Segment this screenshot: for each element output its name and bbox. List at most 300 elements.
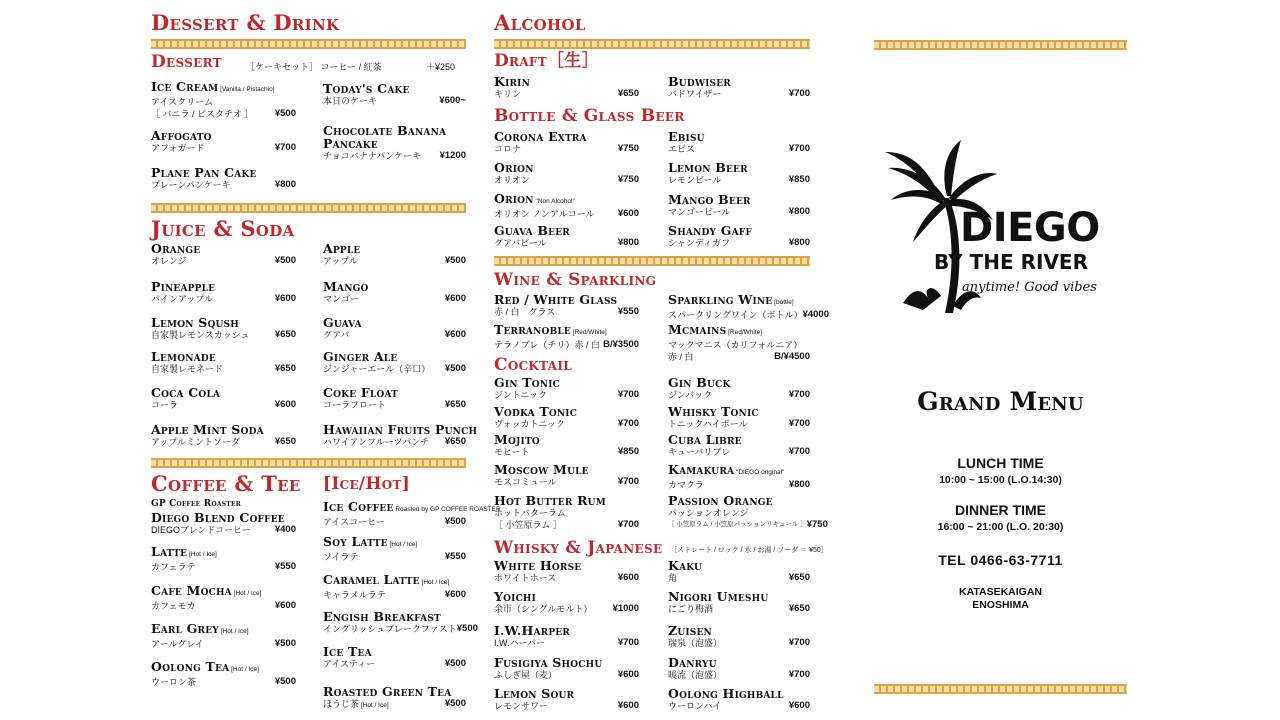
item-jp-text: プレーンパンケーキ — [151, 180, 231, 190]
menu-item — [151, 660, 296, 688]
item-name-text: Engish Breakfast — [323, 609, 441, 624]
item-jp — [668, 479, 704, 491]
item-jp-row — [668, 479, 810, 491]
item-price: ¥500 — [444, 698, 466, 709]
item-name-line2: Pancake — [323, 136, 378, 151]
item-name — [494, 75, 639, 88]
item-note: Roasted by GP COFFEE ROASTER — [393, 506, 501, 513]
item-jp-row — [668, 174, 810, 186]
item-jp-text: 赤 / 白 グラス — [494, 307, 556, 317]
item-name-text: Ice Tea — [323, 644, 372, 659]
item-jp — [151, 600, 196, 612]
item-jp-row — [494, 669, 639, 681]
item-price: ¥600 — [444, 329, 466, 340]
item-jp — [151, 524, 251, 536]
item-jp — [323, 150, 421, 162]
item-name-text: Passion Orange — [668, 493, 773, 508]
juice-section-title: Juice & Soda — [151, 216, 295, 241]
item-jp-text: 角 — [668, 573, 678, 583]
item-name-text: White Horse — [494, 558, 582, 573]
item-jp-row — [151, 638, 296, 650]
item-price: B/¥3500 — [603, 339, 639, 350]
item-price: ¥600 — [444, 589, 466, 600]
menu-item — [494, 405, 639, 430]
item-name — [494, 224, 639, 237]
item-price: ¥500 — [444, 363, 466, 374]
item-jp — [494, 669, 557, 681]
item-jp-row — [323, 698, 466, 712]
item-jp — [668, 206, 730, 218]
item-jp-row — [323, 551, 466, 563]
item-price: ¥1000 — [612, 603, 639, 614]
item-jp — [668, 143, 695, 155]
item-name-text: Whisky Tonic — [668, 404, 759, 419]
menu-item — [668, 687, 810, 712]
item-jp-text: ほうじ茶 — [323, 699, 360, 709]
item-jp — [668, 88, 722, 100]
item-jp — [323, 329, 349, 341]
logo-subtitle: BY THE RIVER — [934, 250, 1088, 274]
menu-item — [151, 80, 296, 120]
item-price: ¥600 — [274, 399, 296, 410]
item-jp-text: ヴォッカトニック — [494, 419, 565, 429]
whisky-note: ［ストレート / ロック / 水 / お湯 / ソーダ ＝ ¥50］ — [670, 547, 828, 554]
item-name-text: Coke Float — [323, 385, 399, 400]
item-note: [Red/White] — [570, 329, 607, 336]
item-jp-text: コーラフロート — [323, 400, 387, 410]
location-line-1: KATASEKAIGAN — [958, 586, 1043, 598]
item-jp-row — [668, 389, 810, 401]
menu-item — [668, 463, 810, 491]
item-jp-row — [151, 676, 296, 688]
item-price: ¥600 — [274, 293, 296, 304]
item-name — [668, 559, 810, 572]
item-jp-row — [323, 293, 466, 305]
item-name-text: Kamakura — [668, 462, 735, 477]
item-name-text: Roasted Green Tea — [323, 684, 452, 699]
item-price: ¥500 — [274, 676, 296, 687]
item-jp-text: ホットバターラム — [494, 508, 566, 518]
bottle-section-title: Bottle & Glass Beer — [494, 106, 685, 126]
item-jp — [668, 572, 677, 584]
menu-item — [494, 463, 639, 488]
item-jp — [668, 309, 803, 321]
item-name-text: Oolong Tea — [151, 659, 230, 674]
item-price: ¥650 — [274, 363, 296, 374]
item-name-text: Sparkling Wine — [668, 292, 773, 307]
item-name — [323, 422, 478, 437]
whisky-section-title: Whisky & Japanese — [494, 538, 663, 558]
menu-item — [668, 75, 810, 100]
item-jp-text: カフェラテ — [151, 562, 196, 572]
item-jp — [151, 96, 213, 108]
item-name — [494, 293, 639, 306]
item-name — [494, 161, 639, 174]
item-price: ¥700 — [617, 389, 639, 400]
item-name-text: Guava — [323, 315, 362, 330]
item-jp-row — [151, 142, 296, 154]
item-jp-row — [668, 418, 810, 430]
item-name — [323, 685, 466, 698]
item-jp-sub: ［ バニラ / ピスタチオ ］ — [151, 109, 254, 119]
menu-item — [494, 161, 639, 186]
item-jp — [494, 476, 557, 488]
item-jp-row — [668, 206, 810, 218]
item-name — [668, 224, 810, 237]
item-jp — [323, 255, 358, 267]
item-jp-row — [668, 143, 810, 155]
item-note: [Red/White] — [726, 329, 763, 336]
item-jp-text: オリオン — [494, 175, 530, 185]
item-prefix: GP Coffee Roaster — [151, 499, 241, 509]
item-price: ¥550 — [617, 306, 639, 317]
menu-item — [494, 224, 639, 249]
item-jp — [151, 179, 231, 191]
item-name-text: Mango — [323, 279, 369, 294]
item-name-text: Ebisu — [668, 129, 705, 144]
menu-item — [494, 323, 639, 351]
menu-item — [151, 622, 296, 650]
item-jp-row — [668, 603, 810, 615]
item-note: [Hot / Ice] — [187, 551, 217, 558]
menu-item — [668, 130, 810, 155]
item-price: ¥700 — [274, 142, 296, 153]
item-name — [494, 559, 639, 572]
item-name-text: Shandy Gaff — [668, 223, 752, 238]
item-name-text: Hawaiian Fruits Punch — [323, 422, 478, 437]
item-jp — [494, 603, 592, 615]
menu-item — [668, 193, 810, 218]
dessert-drink-title: Dessert & Drink — [151, 10, 340, 35]
item-name — [668, 193, 810, 206]
phone-number: TEL 0466-63-7711 — [938, 552, 1063, 568]
item-name-text: Orange — [151, 241, 201, 256]
item-name-text: I.W.Harper — [494, 623, 571, 638]
item-price: ¥750 — [617, 143, 639, 154]
menu-item — [323, 609, 478, 635]
item-name — [494, 376, 639, 389]
menu-item — [151, 280, 296, 305]
item-jp — [494, 572, 556, 584]
item-name — [668, 376, 810, 389]
item-jp — [668, 237, 730, 249]
item-jp — [151, 329, 249, 341]
item-name — [494, 323, 639, 339]
item-name-text: Kaku — [668, 558, 702, 573]
item-jp-row — [323, 658, 466, 670]
menu-item — [151, 545, 296, 573]
menu-item — [151, 423, 296, 448]
item-price: ¥650 — [788, 603, 810, 614]
item-jp-text: エビス — [668, 144, 696, 154]
item-jp-row — [151, 600, 296, 612]
item-jp — [668, 446, 730, 458]
item-jp-text: I.W.ハーパー — [494, 638, 546, 648]
item-jp-text: 自家製レモネード — [151, 364, 224, 374]
item-jp — [151, 363, 223, 375]
item-jp-text: ジントニック — [494, 390, 548, 400]
item-jp — [668, 603, 713, 615]
item-jp-text: グアバ — [323, 330, 350, 340]
item-name-text: Apple Mint Soda — [151, 422, 264, 437]
item-name-text: Danryu — [668, 655, 717, 670]
item-name-text: Fusigiya Shochu — [494, 655, 603, 670]
menu-item — [323, 685, 466, 712]
item-name-text: Lemon Sour — [494, 686, 575, 701]
item-name — [494, 624, 639, 637]
item-price: ¥500 — [444, 516, 466, 527]
ice-hot-title: [Ice/Hot] — [323, 474, 411, 494]
item-jp-text: コロナ — [494, 144, 522, 154]
item-name-text: Gin Tonic — [494, 375, 561, 390]
item-name — [151, 622, 296, 638]
item-jp-text: ウーロンハイ — [668, 701, 722, 711]
item-jp-text: グアバビール — [494, 238, 547, 248]
menu-item — [494, 687, 639, 712]
item-name — [323, 645, 466, 658]
item-jp — [323, 589, 386, 601]
item-jp-row — [323, 150, 466, 162]
item-name — [323, 316, 466, 329]
item-note: [Vanilla / Pistachio] — [218, 86, 275, 93]
item-name-text: Cafe Mocha — [151, 583, 232, 598]
item-price: ¥700 — [788, 389, 810, 400]
item-name — [151, 511, 296, 524]
item-jp — [494, 507, 566, 519]
item-jp-row — [494, 519, 639, 531]
item-jp-text: シャンディガフ — [668, 238, 731, 248]
menu-item — [494, 433, 639, 458]
item-name-text: Lemonade — [151, 349, 216, 364]
item-name-text: Moscow Mule — [494, 462, 589, 477]
item-jp-text: マンゴービール — [668, 207, 731, 217]
item-jp-text: 暖流（泡盛） — [668, 670, 723, 680]
item-name — [668, 161, 810, 174]
item-price: ¥800 — [788, 206, 810, 217]
item-note: [Hot / Ice] — [231, 590, 262, 597]
item-name-text: Orion — [494, 191, 534, 206]
item-jp-text: ジンジャーエール（辛口） — [323, 364, 431, 374]
item-name-text: Lemon Sqush — [151, 315, 239, 330]
item-name-text: Vodka Tonic — [494, 404, 578, 419]
menu-item — [323, 350, 466, 375]
item-jp-row — [151, 561, 296, 573]
item-jp-text: イングリッシュブレークファスト — [323, 624, 457, 634]
item-jp-row — [494, 418, 639, 430]
item-jp-text: ホワイトホース — [494, 573, 557, 583]
item-jp-row — [323, 516, 466, 528]
item-jp-row — [668, 309, 829, 321]
item-jp — [151, 293, 213, 305]
item-jp — [668, 418, 748, 430]
ornament-band — [494, 39, 810, 49]
menu-item — [668, 433, 810, 458]
item-jp-text: ウーロン茶 — [151, 677, 197, 687]
menu-item — [668, 493, 828, 531]
item-jp-text: テラノブレ（チリ）赤 / 白 — [494, 340, 600, 350]
item-name — [323, 499, 501, 516]
item-name — [151, 423, 296, 436]
menu-item — [151, 386, 296, 411]
menu-item — [323, 499, 501, 528]
item-name-text: Orion — [494, 160, 534, 175]
item-name-text: Chocolate Banana — [323, 123, 447, 138]
item-jp-text: コーラ — [151, 400, 179, 410]
item-jp-text: 本日のケーキ — [323, 96, 378, 106]
item-name-text: Mojito — [494, 432, 540, 447]
item-name — [323, 535, 466, 551]
item-jp-row — [494, 174, 639, 186]
item-name-text: Budwiser — [668, 74, 731, 89]
item-jp-row — [323, 329, 466, 341]
lunch-time-hours: 10:00 ~ 15:00 (L.O.14:30) — [939, 474, 1062, 486]
item-price: ¥700 — [788, 418, 810, 429]
item-price: ¥500 — [444, 658, 466, 669]
menu-item — [668, 590, 810, 615]
item-name — [494, 130, 639, 143]
item-price: ¥550 — [444, 551, 466, 562]
item-jp — [494, 446, 530, 458]
logo-tagline: anytime! Good vibes — [962, 280, 1097, 295]
item-name-text: Mcmains — [668, 322, 727, 337]
dessert-set-note: ［ケーキセット］ コーヒー / 紅茶 — [246, 62, 382, 72]
ornament-band — [874, 684, 1127, 694]
menu-item — [151, 129, 296, 154]
menu-item — [494, 590, 639, 615]
dinner-time-label: DINNER TIME — [955, 502, 1046, 518]
item-jp — [668, 669, 722, 681]
item-price: ¥600 — [444, 293, 466, 304]
item-name — [323, 386, 466, 399]
menu-item — [668, 656, 810, 681]
item-name — [151, 545, 296, 561]
item-jp-text: オレンジ — [151, 256, 187, 266]
item-name-text: Affogato — [151, 128, 212, 143]
item-jp-row — [494, 306, 639, 318]
menu-item — [494, 75, 639, 100]
menu-item — [668, 559, 810, 584]
item-note: [Hot / Ice] — [218, 628, 249, 635]
item-name — [494, 494, 639, 507]
item-jp-text: マンゴー — [323, 294, 360, 304]
item-jp — [494, 237, 547, 249]
lunch-time-label: LUNCH TIME — [957, 455, 1044, 471]
cocktail-section-title: Cocktail — [494, 355, 572, 375]
ornament-band — [874, 40, 1127, 50]
menu-item — [151, 166, 296, 191]
item-name — [151, 386, 296, 399]
item-price: ¥650 — [617, 88, 639, 99]
item-price: ¥800 — [788, 237, 810, 248]
menu-item — [151, 584, 296, 612]
item-name-text: Guava Beer — [494, 223, 570, 238]
item-price: ¥400 — [274, 524, 296, 535]
item-jp-row — [323, 363, 466, 375]
item-jp-row — [494, 637, 639, 649]
item-name — [668, 405, 810, 418]
item-price: ¥650 — [444, 436, 466, 447]
alcohol-title: Alcohol — [494, 10, 586, 35]
item-jp-text: トニックハイボール — [668, 419, 748, 429]
item-jp-row — [668, 700, 810, 712]
menu-item — [668, 376, 810, 401]
item-jp — [494, 208, 595, 220]
item-price: ¥500 — [274, 638, 296, 649]
item-jp-text: キリン — [494, 89, 522, 99]
item-jp — [151, 142, 205, 154]
item-jp-text: 余市（シングルモルト） — [494, 604, 593, 614]
item-name — [151, 584, 296, 600]
item-jp — [151, 638, 204, 650]
item-price: ¥750 — [806, 519, 828, 530]
item-jp — [668, 637, 722, 649]
item-price: ¥600 — [788, 700, 810, 711]
item-name-text: Yoichi — [494, 589, 537, 604]
item-jp — [668, 339, 802, 351]
item-name — [151, 280, 296, 293]
item-jp — [151, 561, 196, 573]
ornament-band — [151, 203, 466, 213]
item-name-text: Ice Coffee — [323, 499, 394, 514]
item-jp-row — [494, 476, 639, 488]
item-name — [668, 687, 810, 700]
menu-item — [494, 624, 639, 649]
item-name — [323, 610, 466, 623]
item-name — [494, 590, 639, 603]
item-price: ¥600~ — [439, 95, 466, 106]
item-name-text: Latte — [151, 544, 188, 559]
item-name-text: Diego Blend Coffee — [151, 510, 285, 525]
menu-item — [323, 386, 466, 411]
item-jp-row — [151, 524, 296, 536]
item-price: ¥850 — [788, 174, 810, 185]
item-jp-text: レモンサワー — [494, 701, 549, 711]
item-price: ¥800 — [788, 479, 810, 490]
item-jp — [323, 516, 385, 528]
item-jp-text: キャラメルラテ — [323, 590, 386, 600]
item-name — [494, 656, 639, 669]
item-name — [668, 323, 810, 339]
item-price: ¥800 — [274, 179, 296, 190]
item-jp-text: モスコミュール — [494, 477, 557, 487]
item-name — [494, 405, 639, 418]
item-name — [323, 280, 466, 293]
menu-item — [323, 124, 466, 162]
menu-item — [323, 242, 466, 267]
item-note: "Non Alcohol" — [533, 198, 575, 205]
item-jp-row — [151, 329, 296, 341]
item-price: ¥700 — [617, 637, 639, 648]
item-name — [151, 80, 296, 96]
menu-item — [494, 293, 639, 318]
menu-item — [151, 350, 296, 375]
coffee-section-title: Coffee & Tee — [151, 471, 301, 496]
item-jp-text: ハワイアンフルーツパンチ — [323, 437, 430, 447]
item-name-text: Mango Beer — [668, 192, 751, 207]
item-jp — [668, 700, 721, 712]
item-name-text: Apple — [323, 241, 361, 256]
item-jp-row — [668, 572, 810, 584]
item-name-text: Red / White Glass — [494, 292, 618, 307]
item-name-text: Ice Cream — [151, 79, 219, 94]
item-name — [668, 624, 810, 637]
item-price: ¥700 — [788, 88, 810, 99]
item-jp-text: キューバリブレ — [668, 447, 731, 457]
item-jp — [668, 507, 748, 519]
item-name — [494, 433, 639, 446]
item-jp — [151, 399, 178, 411]
item-name — [668, 494, 810, 507]
